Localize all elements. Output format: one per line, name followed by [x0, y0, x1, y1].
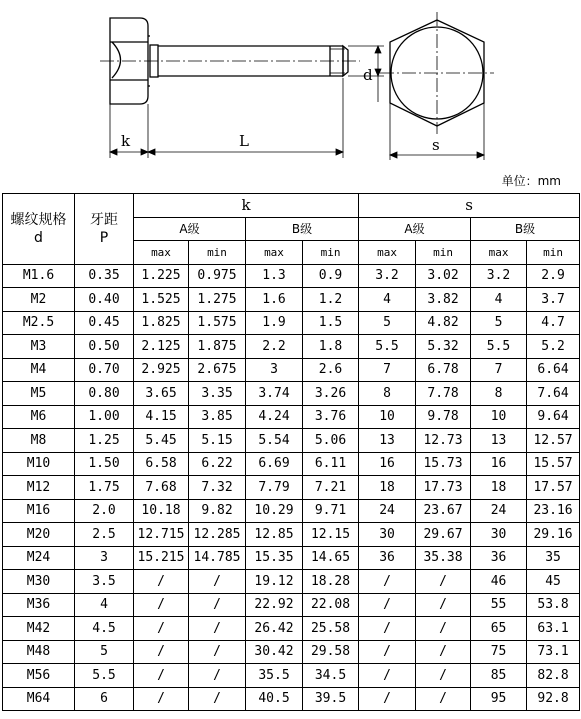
header-k-b-max: max	[246, 241, 303, 265]
cell-s-b-max: 10	[471, 405, 527, 429]
cell-s-a-min: 23.67	[416, 499, 471, 523]
cell-k-b-max: 3	[246, 358, 303, 382]
table-row	[3, 687, 580, 711]
cell-k-b-min: 22.08	[303, 593, 359, 617]
cell-k-a-max: 3.65	[134, 382, 189, 406]
cell-k-a-max: 12.715	[134, 523, 189, 547]
header-pitch-line2: P	[99, 229, 109, 246]
cell-s-a-max: 10	[359, 405, 416, 429]
cell-s-b-min: 9.64	[527, 405, 580, 429]
cell-size: M8	[3, 429, 75, 453]
cell-k-b-min: 7.21	[303, 476, 359, 500]
cell-k-b-min: 1.8	[303, 335, 359, 359]
table-row	[3, 311, 580, 335]
dimension-table	[2, 193, 580, 711]
cell-k-a-min: 9.82	[189, 499, 246, 523]
table-row	[3, 429, 580, 453]
cell-k-b-max: 30.42	[246, 640, 303, 664]
cell-s-a-max: 8	[359, 382, 416, 406]
cell-s-b-min: 82.8	[527, 664, 580, 688]
cell-k-a-min: 1.275	[189, 288, 246, 312]
cell-k-a-max: 1.525	[134, 288, 189, 312]
cell-pitch: 0.45	[75, 311, 134, 335]
cell-pitch: 5.5	[75, 664, 134, 688]
cell-s-b-max: 36	[471, 546, 527, 570]
header-s-a-max: max	[359, 241, 416, 265]
cell-k-b-min: 34.5	[303, 664, 359, 688]
cell-k-a-max: /	[134, 617, 189, 641]
cell-s-a-max: /	[359, 617, 416, 641]
header-size-line1: 螺纹规格	[10, 211, 67, 228]
cell-s-b-max: 30	[471, 523, 527, 547]
table-row	[3, 523, 580, 547]
cell-s-b-max: 8	[471, 382, 527, 406]
cell-s-b-min: 53.8	[527, 593, 580, 617]
label-s: s	[432, 136, 440, 154]
table-row	[3, 264, 580, 288]
cell-size: M20	[3, 523, 75, 547]
cell-k-a-max: /	[134, 664, 189, 688]
cell-s-b-max: 3.2	[471, 264, 527, 288]
header-k-b-min: min	[303, 241, 359, 265]
cell-s-b-min: 6.64	[527, 358, 580, 382]
cell-k-a-max: 2.925	[134, 358, 189, 382]
cell-pitch: 2.0	[75, 499, 134, 523]
table-row	[3, 499, 580, 523]
cell-s-b-max: 5	[471, 311, 527, 335]
label-d: d	[363, 66, 373, 84]
cell-s-a-max: 18	[359, 476, 416, 500]
cell-s-a-min: 29.67	[416, 523, 471, 547]
cell-s-a-min: 9.78	[416, 405, 471, 429]
cell-k-b-max: 19.12	[246, 570, 303, 594]
cell-k-b-min: 25.58	[303, 617, 359, 641]
cell-size: M16	[3, 499, 75, 523]
table-row	[3, 335, 580, 359]
cell-k-a-max: 6.58	[134, 452, 189, 476]
unit-label: 单位：mm	[501, 174, 561, 188]
cell-size: M10	[3, 452, 75, 476]
cell-s-a-max: 3.2	[359, 264, 416, 288]
cell-s-a-max: 36	[359, 546, 416, 570]
cell-k-a-min: /	[189, 664, 246, 688]
cell-k-a-max: /	[134, 687, 189, 711]
cell-k-b-max: 1.6	[246, 288, 303, 312]
cell-pitch: 1.50	[75, 452, 134, 476]
cell-s-a-min: /	[416, 617, 471, 641]
table-row	[3, 593, 580, 617]
cell-k-a-max: /	[134, 640, 189, 664]
header-s-b-max: max	[471, 241, 527, 265]
cell-size: M2.5	[3, 311, 75, 335]
cell-s-a-max: 4	[359, 288, 416, 312]
cell-k-a-max: 1.225	[134, 264, 189, 288]
cell-size: M12	[3, 476, 75, 500]
cell-k-b-min: 1.2	[303, 288, 359, 312]
header-k: k	[134, 194, 359, 218]
cell-k-b-max: 1.9	[246, 311, 303, 335]
cell-size: M2	[3, 288, 75, 312]
cell-k-a-min: 3.85	[189, 405, 246, 429]
cell-pitch: 0.70	[75, 358, 134, 382]
cell-k-a-min: /	[189, 640, 246, 664]
cell-s-b-min: 35	[527, 546, 580, 570]
cell-k-a-min: 14.785	[189, 546, 246, 570]
cell-k-b-max: 3.74	[246, 382, 303, 406]
table-row	[3, 640, 580, 664]
table-body	[3, 264, 580, 711]
cell-k-b-max: 6.69	[246, 452, 303, 476]
table-row	[3, 382, 580, 406]
cell-k-b-max: 5.54	[246, 429, 303, 453]
cell-k-a-max: 1.825	[134, 311, 189, 335]
cell-k-a-min: 6.22	[189, 452, 246, 476]
bolt-drawing	[0, 0, 581, 175]
cell-pitch: 6	[75, 687, 134, 711]
cell-k-a-min: 2.675	[189, 358, 246, 382]
cell-k-b-min: 12.15	[303, 523, 359, 547]
cell-s-b-min: 73.1	[527, 640, 580, 664]
cell-s-b-max: 7	[471, 358, 527, 382]
table-row	[3, 617, 580, 641]
cell-s-b-min: 23.16	[527, 499, 580, 523]
cell-pitch: 2.5	[75, 523, 134, 547]
cell-k-a-max: 7.68	[134, 476, 189, 500]
table-row	[3, 570, 580, 594]
cell-s-a-max: /	[359, 687, 416, 711]
end-view-centerlines	[380, 12, 494, 134]
header-s-grade-b: B级	[471, 217, 580, 241]
cell-k-b-max: 1.3	[246, 264, 303, 288]
cell-k-a-min: 1.875	[189, 335, 246, 359]
cell-s-a-max: /	[359, 593, 416, 617]
cell-k-b-min: 1.5	[303, 311, 359, 335]
cell-s-b-min: 7.64	[527, 382, 580, 406]
cell-k-b-max: 2.2	[246, 335, 303, 359]
cell-s-b-min: 17.57	[527, 476, 580, 500]
cell-s-b-max: 16	[471, 452, 527, 476]
table-row	[3, 546, 580, 570]
cell-s-a-max: /	[359, 664, 416, 688]
header-k-a-min: min	[189, 241, 246, 265]
header-s: s	[359, 194, 580, 218]
cell-k-b-max: 40.5	[246, 687, 303, 711]
cell-size: M24	[3, 546, 75, 570]
header-s-grade-a: A级	[359, 217, 471, 241]
cell-s-a-min: 3.02	[416, 264, 471, 288]
cell-s-a-min: 7.78	[416, 382, 471, 406]
table-row	[3, 452, 580, 476]
cell-k-b-min: 9.71	[303, 499, 359, 523]
cell-s-a-min: /	[416, 593, 471, 617]
cell-k-b-min: 14.65	[303, 546, 359, 570]
table-row	[3, 476, 580, 500]
header-pitch	[75, 194, 134, 265]
cell-size: M42	[3, 617, 75, 641]
cell-s-a-min: 15.73	[416, 452, 471, 476]
cell-k-a-max: 2.125	[134, 335, 189, 359]
cell-k-b-min: 2.6	[303, 358, 359, 382]
cell-pitch: 1.25	[75, 429, 134, 453]
cell-size: M48	[3, 640, 75, 664]
cell-s-b-max: 4	[471, 288, 527, 312]
cell-k-a-min: /	[189, 593, 246, 617]
cell-s-b-max: 18	[471, 476, 527, 500]
cell-k-a-max: 5.45	[134, 429, 189, 453]
cell-k-a-max: /	[134, 570, 189, 594]
label-k: k	[121, 132, 131, 150]
table-row	[3, 405, 580, 429]
cell-s-a-max: 24	[359, 499, 416, 523]
cell-s-b-max: 13	[471, 429, 527, 453]
dim-k-L	[110, 78, 343, 158]
cell-pitch: 3	[75, 546, 134, 570]
cell-pitch: 0.80	[75, 382, 134, 406]
cell-k-b-max: 7.79	[246, 476, 303, 500]
cell-k-b-min: 5.06	[303, 429, 359, 453]
cell-k-b-min: 0.9	[303, 264, 359, 288]
cell-k-b-max: 22.92	[246, 593, 303, 617]
cell-s-a-min: 5.32	[416, 335, 471, 359]
table-header	[3, 194, 580, 265]
table-row	[3, 664, 580, 688]
cell-s-b-min: 92.8	[527, 687, 580, 711]
cell-k-a-min: 1.575	[189, 311, 246, 335]
cell-k-b-min: 3.76	[303, 405, 359, 429]
cell-k-b-min: 3.26	[303, 382, 359, 406]
cell-pitch: 3.5	[75, 570, 134, 594]
cell-k-a-max: 4.15	[134, 405, 189, 429]
cell-pitch: 0.40	[75, 288, 134, 312]
cell-s-b-min: 15.57	[527, 452, 580, 476]
cell-pitch: 1.75	[75, 476, 134, 500]
cell-k-a-min: /	[189, 617, 246, 641]
cell-s-b-max: 5.5	[471, 335, 527, 359]
cell-s-a-min: /	[416, 570, 471, 594]
cell-s-a-min: 17.73	[416, 476, 471, 500]
cell-s-b-max: 46	[471, 570, 527, 594]
cell-s-a-max: 5	[359, 311, 416, 335]
cell-pitch: 4	[75, 593, 134, 617]
table-row	[3, 358, 580, 382]
cell-k-b-max: 35.5	[246, 664, 303, 688]
cell-s-a-max: 30	[359, 523, 416, 547]
header-s-a-min: min	[416, 241, 471, 265]
cell-s-a-min: 4.82	[416, 311, 471, 335]
cell-size: M6	[3, 405, 75, 429]
cell-size: M3	[3, 335, 75, 359]
cell-s-b-max: 85	[471, 664, 527, 688]
cell-k-a-min: 0.975	[189, 264, 246, 288]
cell-s-a-min: 12.73	[416, 429, 471, 453]
cell-k-b-max: 4.24	[246, 405, 303, 429]
cell-s-a-max: 5.5	[359, 335, 416, 359]
cell-s-b-max: 65	[471, 617, 527, 641]
cell-s-a-max: 7	[359, 358, 416, 382]
cell-k-a-min: 5.15	[189, 429, 246, 453]
cell-k-a-min: /	[189, 687, 246, 711]
cell-k-b-max: 26.42	[246, 617, 303, 641]
cell-s-a-min: /	[416, 664, 471, 688]
cell-pitch: 0.35	[75, 264, 134, 288]
cell-pitch: 5	[75, 640, 134, 664]
cell-k-b-max: 10.29	[246, 499, 303, 523]
cell-s-a-min: 6.78	[416, 358, 471, 382]
header-k-grade-b: B级	[246, 217, 359, 241]
cell-k-a-min: 7.32	[189, 476, 246, 500]
cell-k-a-min: /	[189, 570, 246, 594]
cell-s-b-min: 2.9	[527, 264, 580, 288]
cell-s-a-max: /	[359, 640, 416, 664]
cell-k-b-max: 12.85	[246, 523, 303, 547]
header-k-grade-a: A级	[134, 217, 246, 241]
cell-s-a-max: 16	[359, 452, 416, 476]
cell-size: M30	[3, 570, 75, 594]
cell-s-a-max: /	[359, 570, 416, 594]
bolt-drawing-svg	[0, 0, 581, 175]
cell-s-a-min: /	[416, 687, 471, 711]
cell-s-b-min: 4.7	[527, 311, 580, 335]
header-pitch-line1: 牙距	[90, 211, 118, 228]
cell-size: M56	[3, 664, 75, 688]
cell-k-a-max: 15.215	[134, 546, 189, 570]
cell-pitch: 0.50	[75, 335, 134, 359]
cell-k-b-min: 29.58	[303, 640, 359, 664]
cell-k-a-min: 12.285	[189, 523, 246, 547]
cell-s-b-max: 55	[471, 593, 527, 617]
cell-s-a-min: 3.82	[416, 288, 471, 312]
cell-size: M36	[3, 593, 75, 617]
cell-k-b-min: 18.28	[303, 570, 359, 594]
cell-pitch: 4.5	[75, 617, 134, 641]
cell-s-a-max: 13	[359, 429, 416, 453]
cell-size: M1.6	[3, 264, 75, 288]
cell-s-b-min: 5.2	[527, 335, 580, 359]
cell-k-b-min: 39.5	[303, 687, 359, 711]
cell-s-a-min: /	[416, 640, 471, 664]
cell-s-b-min: 63.1	[527, 617, 580, 641]
cell-s-b-min: 3.7	[527, 288, 580, 312]
table-row	[3, 288, 580, 312]
cell-s-b-max: 75	[471, 640, 527, 664]
cell-k-b-min: 6.11	[303, 452, 359, 476]
header-size-line2: d	[34, 229, 43, 246]
cell-size: M4	[3, 358, 75, 382]
header-size	[3, 194, 75, 265]
cell-size: M64	[3, 687, 75, 711]
cell-k-a-min: 3.35	[189, 382, 246, 406]
cell-k-b-max: 15.35	[246, 546, 303, 570]
cell-s-a-min: 35.38	[416, 546, 471, 570]
header-s-b-min: min	[527, 241, 580, 265]
cell-s-b-min: 29.16	[527, 523, 580, 547]
label-L: L	[239, 132, 249, 150]
cell-k-a-max: 10.18	[134, 499, 189, 523]
cell-s-b-max: 24	[471, 499, 527, 523]
cell-s-b-max: 95	[471, 687, 527, 711]
cell-s-b-min: 45	[527, 570, 580, 594]
cell-k-a-max: /	[134, 593, 189, 617]
cell-s-b-min: 12.57	[527, 429, 580, 453]
header-k-a-max: max	[134, 241, 189, 265]
cell-pitch: 1.00	[75, 405, 134, 429]
cell-size: M5	[3, 382, 75, 406]
